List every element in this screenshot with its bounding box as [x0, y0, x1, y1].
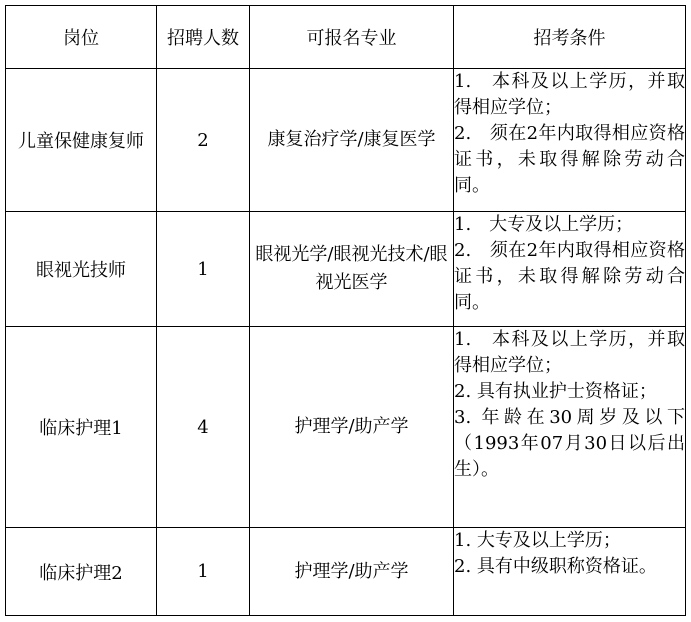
condition-item: 1. 大专及以上学历； — [454, 530, 621, 551]
post-cell: 临床护理2 — [6, 528, 157, 616]
table-row — [6, 212, 686, 327]
count-cell: 1 — [157, 212, 250, 327]
conditions-cell — [454, 528, 686, 616]
header-post: 岗位 — [6, 6, 157, 69]
condition-item: 2. 具有执业护士资格证； — [454, 381, 657, 402]
conditions-cell — [454, 212, 686, 327]
condition-item: 1. 本科及以上学历，并取得相应学位； — [454, 71, 685, 118]
recruitment-table — [5, 5, 686, 616]
majors-cell: 护理学/助产学 — [250, 327, 454, 528]
count-cell: 2 — [157, 69, 250, 212]
table-row — [6, 69, 686, 212]
conditions-cell — [454, 327, 686, 528]
conditions-cell — [454, 69, 686, 212]
header-row — [6, 6, 686, 69]
post-cell: 儿童保健康复师 — [6, 69, 157, 212]
majors-cell: 护理学/助产学 — [250, 528, 454, 616]
post-cell: 临床护理1 — [6, 327, 157, 528]
post-cell: 眼视光技师 — [6, 212, 157, 327]
header-conditions: 招考条件 — [454, 6, 686, 69]
condition-item: 2. 须在2年内取得相应资格证书，未取得解除劳动合同。 — [454, 240, 685, 313]
condition-item: 2. 具有中级职称资格证。 — [454, 556, 657, 577]
condition-item: 2. 须在2年内取得相应资格证书，未取得解除劳动合同。 — [454, 123, 685, 196]
majors-cell: 康复治疗学/康复医学 — [250, 69, 454, 212]
header-majors: 可报名专业 — [250, 6, 454, 69]
condition-item: 3. 年龄在30周岁及以下（1993年07月30日以后出生）。 — [454, 407, 685, 480]
header-count: 招聘人数 — [157, 6, 250, 69]
condition-item: 1. 大专及以上学历； — [454, 214, 634, 235]
count-cell: 4 — [157, 327, 250, 528]
condition-item: 1. 本科及以上学历，并取得相应学位； — [454, 329, 685, 376]
count-cell: 1 — [157, 528, 250, 616]
table-row — [6, 327, 686, 528]
majors-cell: 眼视光学/眼视光技术/眼视光医学 — [250, 212, 454, 327]
table-row — [6, 528, 686, 616]
